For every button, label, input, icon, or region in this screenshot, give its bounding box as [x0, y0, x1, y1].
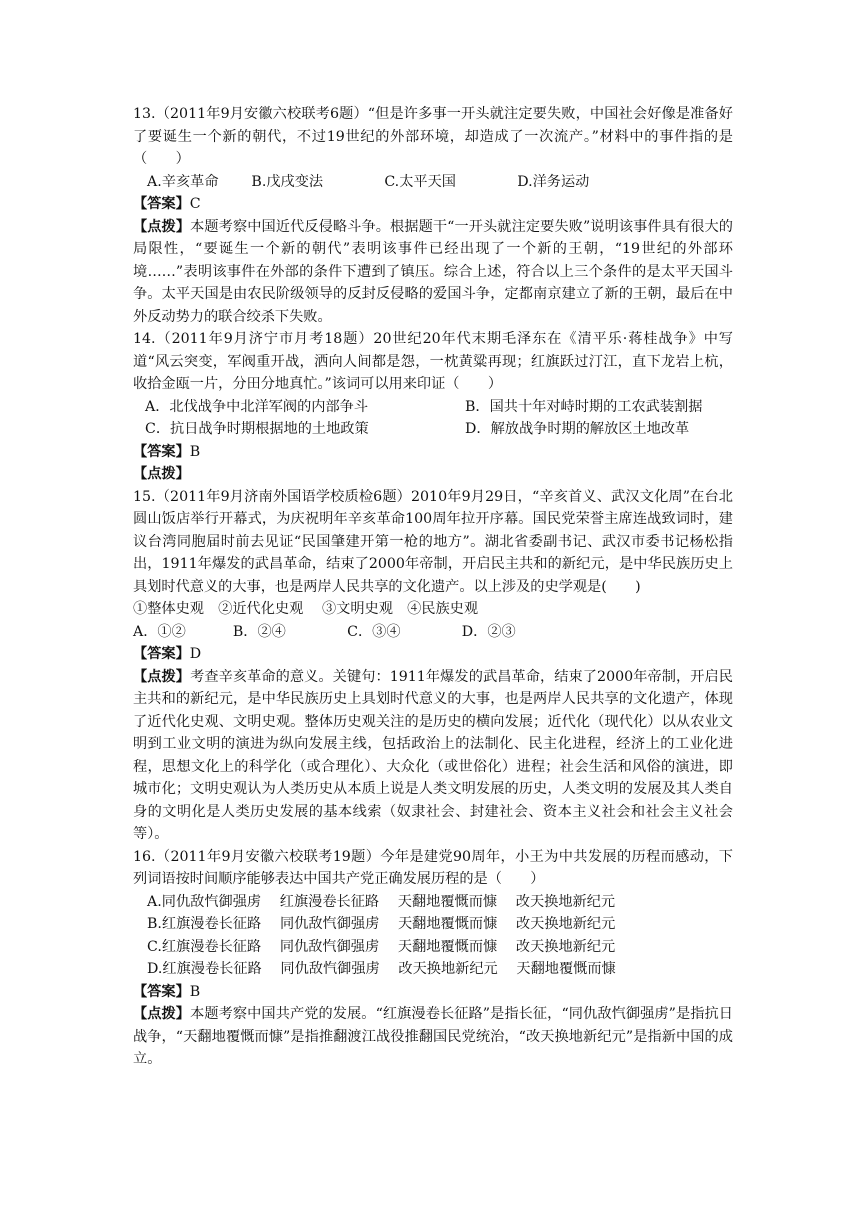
q16-answer-value: B — [189, 983, 201, 1000]
q14-option-b: B．国共十年对峙时期的工农武装割据 — [465, 398, 703, 415]
q13-answer — [133, 193, 733, 216]
q15-analysis-label: 【点拨】 — [133, 668, 191, 685]
q15-answer — [133, 643, 733, 666]
q16-answer-label: 【答案】 — [133, 983, 190, 1000]
q13-stem: 13.（2011年9月安徽六校联考6题）“但是许多事一开头就注定要失败，中国社会好像是准备好了要诞生一个新的朝代，不过19世纪的外部环境，却造成了一次流产。”材料中的事件指的是（ ） — [133, 106, 733, 167]
q15-stem: 15.（2011年9月济南外国语学校质检6题）2010年9月29日，“辛亥首义、武汉文化周”在台北圆山饭店举行开幕式，为庆祝明年辛亥革命100周年拉开序幕。国民党荣誉主席连战致词时，建议台湾同胞届时前去见证“民国肇建开第一枪的地方”。湖北省委副书记、武汉市委书记杨松指出，1911年爆发的武昌革命，结束了2000年帝制，开启民主共和的新纪元，是中华民族历史上具划时代意义的大事，也是两岸人民共享的文化遗产。以上涉及的史学观是( ) — [133, 488, 733, 595]
q13-answer-value: C — [189, 196, 201, 212]
q14-options-row-1 — [133, 396, 733, 419]
q14-option-a: A．北伐战争中北洋军阀的内部争斗 — [145, 398, 369, 415]
q14-answer — [133, 441, 733, 464]
q13-options: A.辛亥革命 B.戊戌变法 C.太平天国 D.洋务运动 — [147, 173, 590, 190]
q13-analysis — [133, 216, 733, 329]
q16-option-a: A.同仇敌忾御强虏 红旗漫卷长征路 天翻地覆慨而慷 改天换地新纪元 — [147, 893, 616, 910]
q15-items: ①整体史观 ②近代化史观 ③文明史观 ④民族史观 — [133, 601, 479, 617]
q14-analysis-label: 【点拨】 — [133, 466, 190, 482]
q16-answer — [133, 981, 733, 1004]
q14-stem: 14.（2011年9月济宁市月考18题）20世纪20年代末期毛泽东在《清平乐·蒋桂战争》中写道“风云突变，军阀重开战，洒向人间都是怨，一枕黄粱再现；红旗跃过汀江，直下龙岩上杭，收拾金瓯一片，分田分地真忙。”该词可以用来印证（ ） — [133, 331, 733, 392]
q16-option-c: C.红旗漫卷长征路 同仇敌忾御强虏 天翻地覆慨而慷 改天换地新纪元 — [147, 938, 616, 955]
q15-options: A．①② B．②④ C．③④ D．②③ — [133, 623, 516, 640]
q15-analysis-text: 考查辛亥革命的意义。关键句：1911年爆发的武昌革命，结束了2000年帝制，开启民主共和的新纪元，是中华民族历史上具划时代意义的大事，也是两岸人民共享的文化遗产，体现了近代化史观、文明史观。整体历史观关注的是历史的横向发展；近代化（现代化）以从农业文明到工业文明的演进为纵向发展主线，包括政治上的法制化、民主化进程，经济上的工业化进程，思想文化上的科学化（或合理化）、大众化（或世俗化）进程；社会生活和风俗的演进，即城市化；文明史观认为人类历史从本质上说是人类文明发展的历史，人类文明的发展及其人类自身的文明化是人类历史发展的基本线索（奴隶社会、封建社会、资本主义社会和社会主义社会等）。 — [133, 668, 733, 842]
q14-answer-label: 【答案】 — [133, 443, 190, 460]
q16-analysis — [133, 1003, 733, 1071]
q16-analysis-text: 本题考察中国共产党的发展。“红旗漫卷长征路”是指长征，“同仇敌忾御强虏”是指抗日战争，“天翻地覆慨而慷”是指推翻渡江战役推翻国民党统治，“改天换地新纪元”是指新中国的成立。 — [133, 1006, 733, 1067]
q14-options-row-2 — [133, 418, 733, 441]
q16-stem: 16.（2011年9月安徽六校联考19题）今年是建党90周年，小王为中共发展的历程而感动，下列词语按时间顺序能够表达中国共产党正确发展历程的是（ ） — [133, 848, 733, 887]
q14-option-c: C．抗日战争时期根据地的土地政策 — [145, 421, 369, 437]
q13-analysis-text: 本题考察中国近代反侵略斗争。根据题干“一开头就注定要失败”说明该事件具有很大的局限性，“要诞生一个新的朝代”表明该事件已经出现了一个新的王朝，“19世纪的外部环境……”表明该事件在外部的条件下遭到了镇压。综合上述，符合以上三个条件的是太平天国斗争。太平天国是由农民阶级领导的反封反侵略的爱国斗争，定都南京建立了新的王朝，最后在中外反动势力的联合绞杀下失败。 — [133, 218, 733, 325]
document-page — [133, 103, 733, 1071]
q14-answer-value: B — [189, 443, 201, 460]
q16-option-d: D.红旗漫卷长征路 同仇敌忾御强虏 改天换地新纪元 天翻地覆慨而慷 — [147, 961, 616, 977]
q13-analysis-label: 【点拨】 — [133, 218, 191, 235]
q16-analysis-label: 【点拨】 — [133, 1006, 191, 1022]
q15-answer-value: D — [189, 646, 202, 662]
q15-answer-label: 【答案】 — [133, 646, 190, 662]
q15-analysis — [133, 666, 733, 846]
q13-answer-label: 【答案】 — [133, 196, 190, 212]
q16-option-b: B.红旗漫卷长征路 同仇敌忾御强虏 天翻地覆慨而慷 改天换地新纪元 — [147, 916, 616, 932]
q14-analysis — [133, 463, 733, 486]
q14-option-d: D．解放战争时期的解放区土地改革 — [465, 421, 690, 437]
